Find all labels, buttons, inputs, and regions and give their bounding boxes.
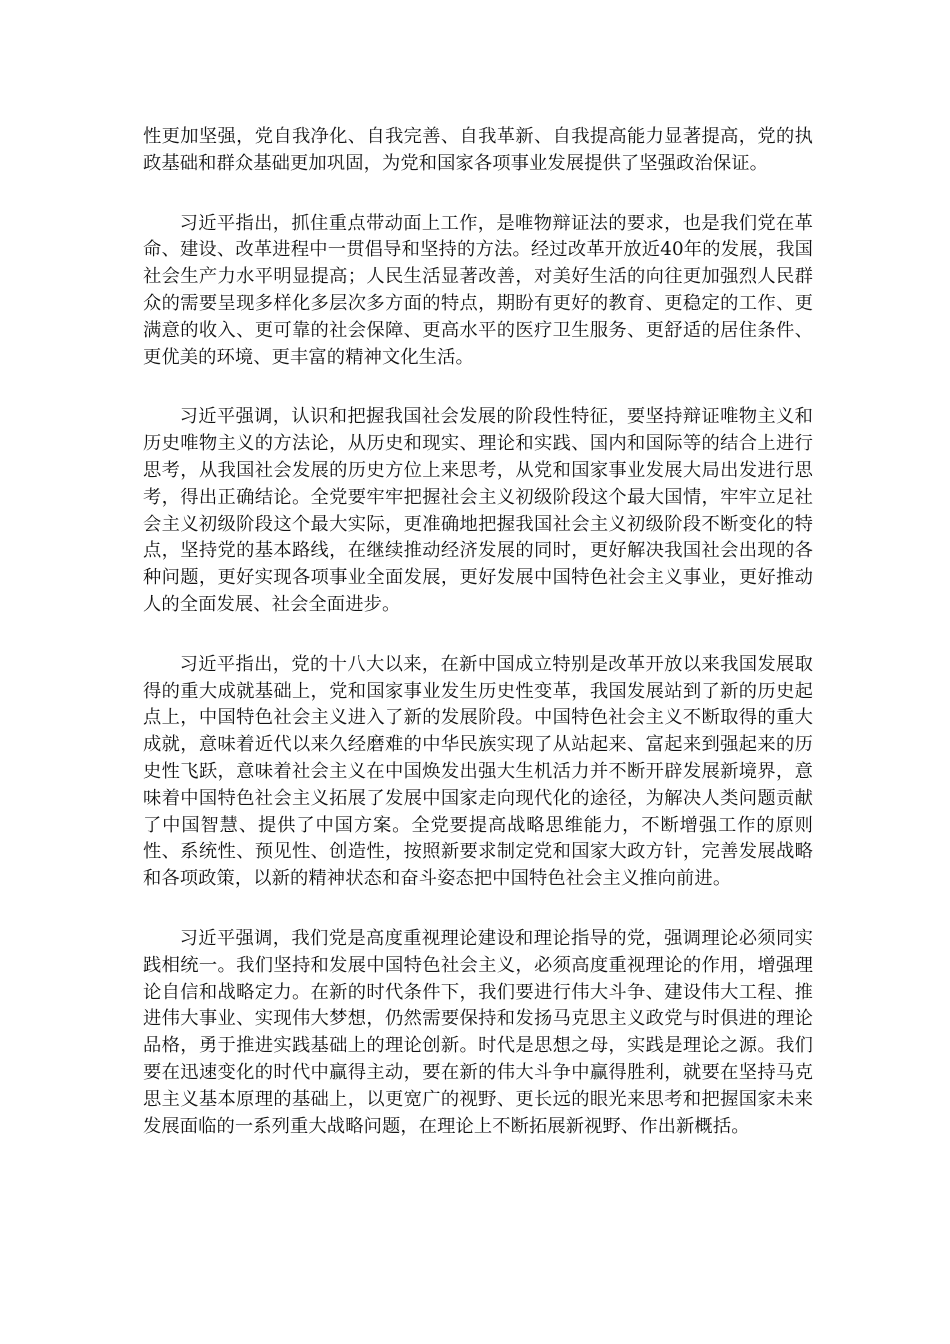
paragraph-2: 习近平指出，抓住重点带动面上工作，是唯物辩证法的要求，也是我们党在革命、建设、改革进程中一贯倡导和坚持的方法。经过改革开放近40年的发展，我国社会生产力水平明显提高；人民生活显著改善，对美好生活的向往更加强烈人民群众的需要呈现多样化多层次多方面的特点，期盼有更好的教育、更稳定的工作、更满意的收入、更可靠的社会保障、更高水平的医疗卫生服务、更舒适的居住条件、更优美的环境、更丰富的精神文化生活。 [143, 212, 813, 368]
paragraph-5: 习近平强调，我们党是高度重视理论建设和理论指导的党，强调理论必须同实践相统一。我们坚持和发展中国特色社会主义，必须高度重视理论的作用，增强理论自信和战略定力。在新的时代条件下，我们要进行伟大斗争、建设伟大工程、推进伟大事业、实现伟大梦想，仍然需要保持和发扬马克思主义政党与时俱进的理论品格，勇于推进实践基础上的理论创新。时代是思想之母，实践是理论之源。我们要在迅速变化的时代中赢得主动，要在新的伟大斗争中赢得胜利，就要在坚持马克思主义基本原理的基础上，以更宽广的视野、更长远的眼光来思考和把握国家未来发展面临的一系列重大战略问题，在理论上不断拓展新视野、作出新概括。 [143, 927, 813, 1137]
paragraph-3: 习近平强调，认识和把握我国社会发展的阶段性特征，要坚持辩证唯物主义和历史唯物主义的方法论，从历史和现实、理论和实践、国内和国际等的结合上进行思考，从我国社会发展的历史方位上来思考，从党和国家事业发展大局出发进行思考，得出正确结论。全党要牢牢把握社会主义初级阶段这个最大国情，牢牢立足社会主义初级阶段这个最大实际，更准确地把握我国社会主义初级阶段不断变化的特点，坚持党的基本路线，在继续推动经济发展的同时，更好解决我国社会出现的各种问题，更好实现各项事业全面发展，更好发展中国特色社会主义事业，更好推动人的全面发展、社会全面进步。 [143, 406, 813, 615]
document-page [143, 124, 813, 1173]
paragraph-1: 性更加坚强，党自我净化、自我完善、自我革新、自我提高能力显著提高，党的执政基础和群众基础更加巩固，为党和国家各项事业发展提供了坚强政治保证。 [143, 126, 813, 174]
paragraph-4: 习近平指出，党的十八大以来，在新中国成立特别是改革开放以来我国发展取得的重大成就基础上，党和国家事业发生历史性变革，我国发展站到了新的历史起点上，中国特色社会主义进入了新的发展阶段。中国特色社会主义不断取得的重大成就，意味着近代以来久经磨难的中华民族实现了从站起来、富起来到强起来的历史性飞跃，意味着社会主义在中国焕发出强大生机活力并不断开辟发展新境界，意味着中国特色社会主义拓展了发展中国家走向现代化的途径，为解决人类问题贡献了中国智慧、提供了中国方案。全党要提高战略思维能力，不断增强工作的原则性、系统性、预见性、创造性，按照新要求制定党和国家大政方针，完善发展战略和各项政策，以新的精神状态和奋斗姿态把中国特色社会主义推向前进。 [143, 653, 813, 890]
